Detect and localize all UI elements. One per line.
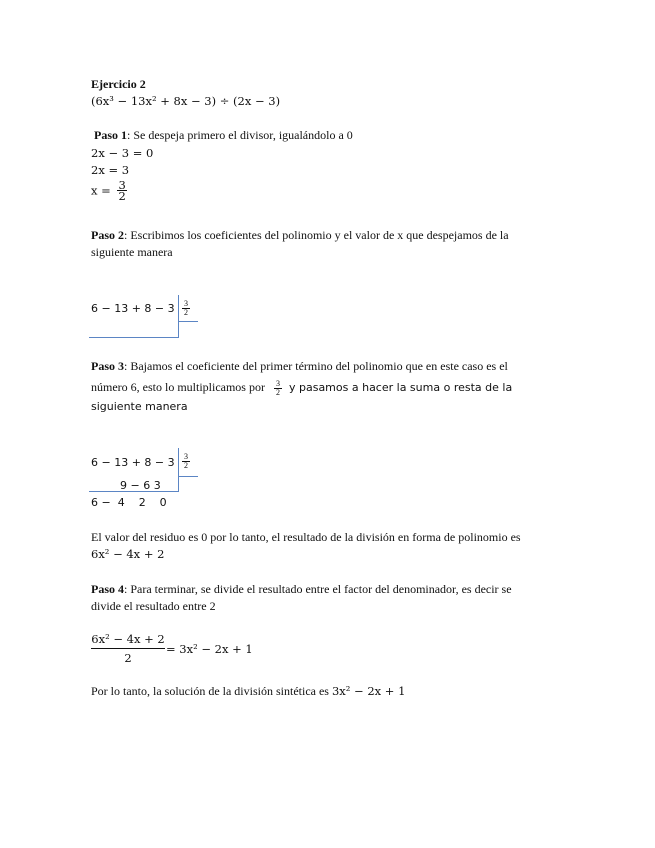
step4-fraction-numerator: 6x² − 4x + 2 bbox=[91, 632, 165, 646]
step2-root-numerator: 3 bbox=[184, 299, 188, 308]
eq3-fraction bbox=[117, 180, 126, 201]
step2-coefficients: 6 − 13 + 8 − 3 bbox=[91, 302, 175, 315]
step2-text-line2: siguiente manera bbox=[91, 245, 173, 259]
step1-text: : Se despeja primero el divisor, igualándolo a 0 bbox=[127, 128, 353, 142]
step3-coefficients: 6 − 13 + 8 − 3 bbox=[91, 456, 175, 469]
step3-text-line2: número 6, esto lo multiplicamos por bbox=[91, 380, 265, 394]
conclusion-text: Por lo tanto, la solución de la división sintética es bbox=[91, 684, 329, 698]
step1-paragraph bbox=[94, 128, 353, 142]
step4-fraction-bar bbox=[91, 648, 165, 649]
step2-paragraph bbox=[91, 228, 509, 242]
step4-label: Paso 4 bbox=[91, 582, 124, 596]
step3-division-bottom-line bbox=[89, 491, 179, 492]
step3-root-fraction bbox=[182, 453, 190, 470]
step3-paragraph bbox=[91, 359, 508, 373]
step3-line2 bbox=[91, 379, 512, 397]
step3-text-line3: siguiente manera bbox=[91, 400, 188, 413]
step3-fraction-numerator: 3 bbox=[275, 378, 280, 388]
eq3-lhs: x = bbox=[91, 183, 111, 198]
step2-division-vertical-line bbox=[178, 295, 179, 338]
step2-root-denominator: 2 bbox=[184, 308, 188, 317]
step1-label: Paso 1 bbox=[94, 128, 127, 142]
step3-text-line2b: y pasamos a hacer la suma o resta de la bbox=[288, 381, 513, 394]
step2-root-fraction bbox=[182, 300, 190, 317]
eq3-numerator: 3 bbox=[118, 178, 126, 192]
step3-products-row: 9 − 6 3 bbox=[120, 479, 161, 492]
step2-label: Paso 2 bbox=[91, 228, 124, 242]
step3-root-numerator: 3 bbox=[184, 452, 188, 461]
step2-root-underline bbox=[178, 321, 198, 322]
conclusion-answer: 3x² − 2x + 1 bbox=[331, 684, 406, 698]
step3-fraction-denominator: 2 bbox=[275, 387, 280, 397]
exercise-title: Ejercicio 2 bbox=[91, 77, 146, 91]
step4-result: = 3x² − 2x + 1 bbox=[166, 642, 253, 656]
residue-polynomial: 6x² − 4x + 2 bbox=[91, 547, 165, 561]
problem-expression: (6x³ − 13x² + 8x − 3) ÷ (2x − 3) bbox=[91, 94, 281, 108]
step4-paragraph bbox=[91, 582, 512, 596]
step3-results-row: 6 − 4 2 0 bbox=[91, 496, 167, 509]
step3-text-line1: : Bajamos el coeficiente del primer término del polinomio que en este caso es el bbox=[124, 359, 508, 373]
step2-division-bottom-line bbox=[89, 337, 179, 338]
step1-equation-2: 2x = 3 bbox=[91, 163, 130, 177]
step3-fraction bbox=[274, 380, 282, 397]
step4-text-line1: : Para terminar, se divide el resultado entre el factor del denominador, es decir se bbox=[124, 582, 512, 596]
step3-label: Paso 3 bbox=[91, 359, 124, 373]
conclusion-paragraph bbox=[91, 684, 405, 698]
step3-division-vertical-line bbox=[178, 448, 179, 491]
step4-text-line2: divide el resultado entre 2 bbox=[91, 599, 216, 613]
step3-root-denominator: 2 bbox=[184, 461, 188, 470]
step3-root-underline bbox=[178, 476, 198, 477]
step2-text-line1: : Escribimos los coeficientes del polinomio y el valor de x que despejamos de la bbox=[124, 228, 509, 242]
step1-equation-3 bbox=[91, 180, 127, 201]
step1-equation-1: 2x − 3 = 0 bbox=[91, 146, 154, 160]
step4-fraction-denominator: 2 bbox=[124, 651, 132, 665]
eq3-denominator: 2 bbox=[118, 189, 126, 203]
residue-text: El valor del residuo es 0 por lo tanto, el resultado de la división en forma de polinomio es bbox=[91, 530, 521, 544]
